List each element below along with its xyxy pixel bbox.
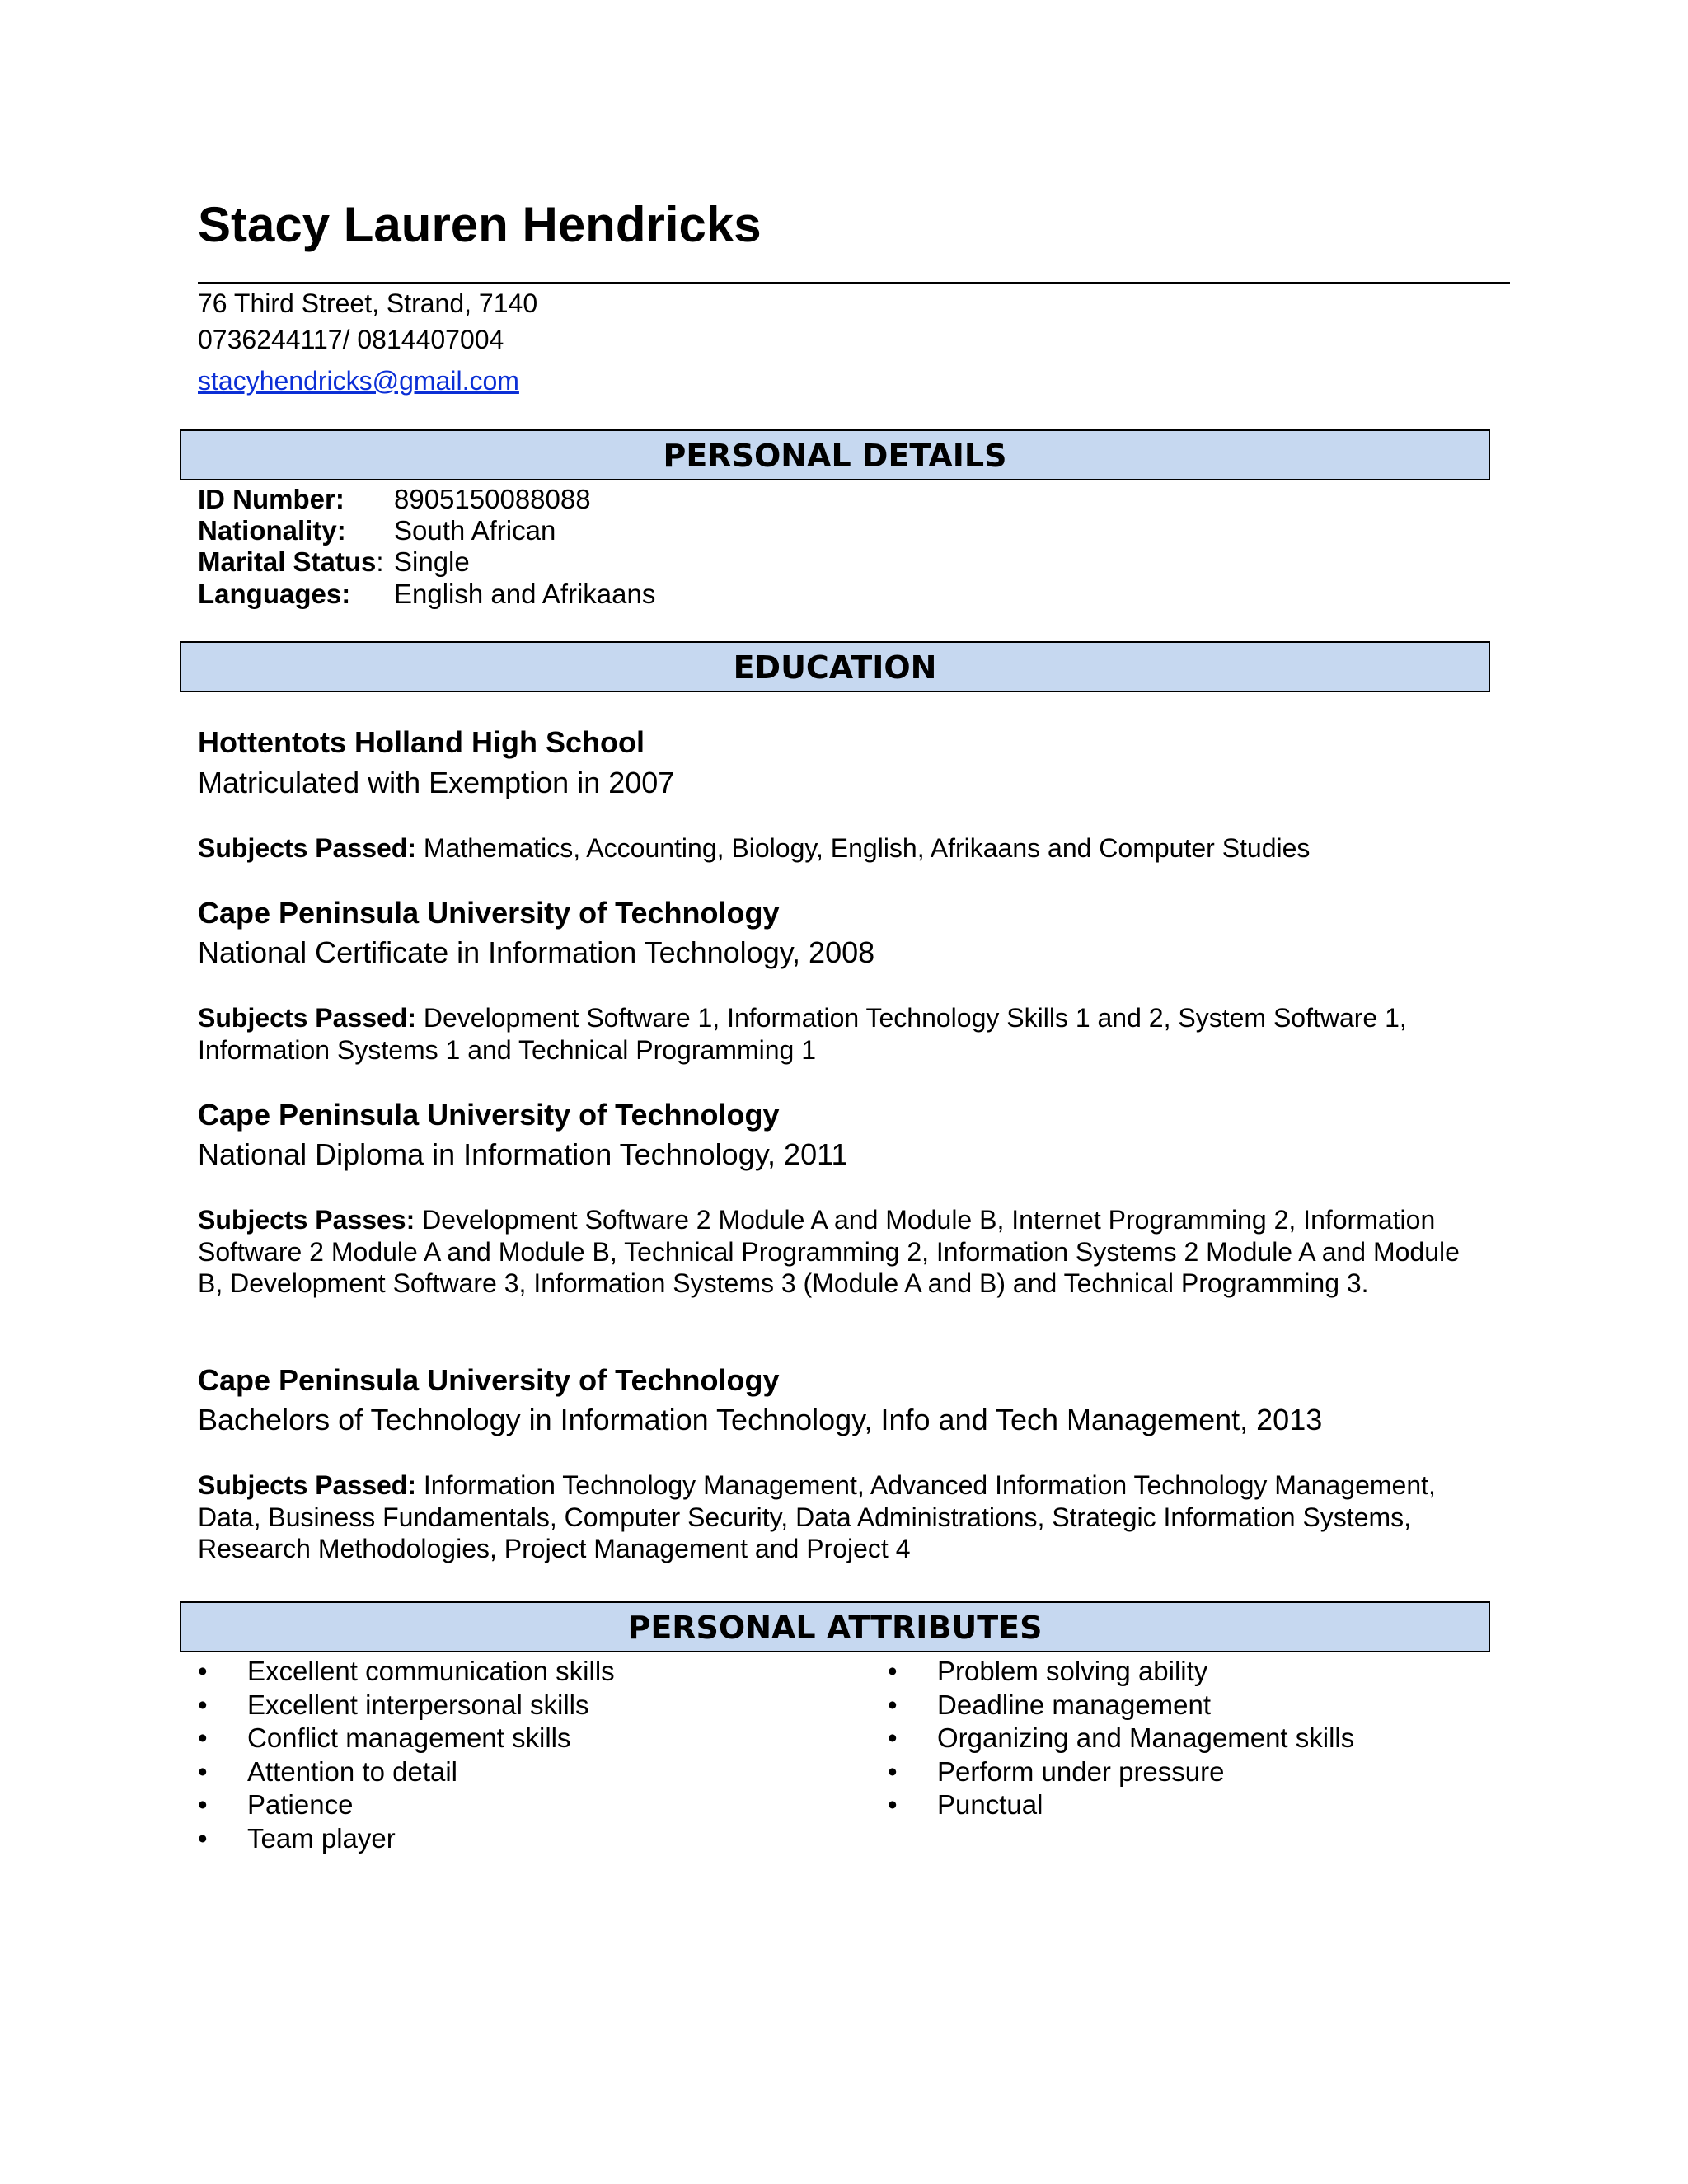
subjects-text: Development Software 2 Module A and Module B, Internet Programming 2, Information Software 2 Module A and Module B, Technical Programming 2, Information Systems 2 Module A and Module B, Development Software 3, Information Systems 3 (Module A and B) and Technical Programming 3.: [198, 1205, 1460, 1298]
list-item: • Patience: [198, 1788, 615, 1822]
education-institution: Cape Peninsula University of Technology: [198, 1098, 780, 1132]
bullet-icon: •: [198, 1656, 208, 1686]
education-subjects: [198, 1469, 1484, 1565]
subjects-label: Subjects Passed:: [198, 1470, 416, 1500]
candidate-name: Stacy Lauren Hendricks: [198, 197, 762, 252]
education-subjects: [198, 1002, 1484, 1066]
address: 76 Third Street, Strand, 7140: [198, 288, 538, 318]
bullet-icon: •: [888, 1755, 898, 1787]
education-institution: Cape Peninsula University of Technology: [198, 1363, 780, 1397]
bullet-icon: •: [888, 1722, 898, 1753]
list-item: • Attention to detail: [198, 1755, 615, 1789]
subjects-text: Information Technology Management, Advanced Information Technology Management, Data, Business Fundamentals, Computer Security, Data Administrations, Strategic Information Systems, Research Methodologies, Project Management and Project 4: [198, 1470, 1436, 1563]
detail-value: English and Afrikaans: [394, 579, 656, 609]
attributes-list-right: [888, 1655, 1354, 1822]
header-divider: [198, 282, 1510, 284]
detail-label-colon: :: [376, 546, 384, 577]
section-heading-personal-attributes: PERSONAL ATTRIBUTES: [180, 1601, 1490, 1652]
bullet-icon: •: [888, 1689, 898, 1720]
detail-value: Single: [394, 546, 470, 577]
email-link[interactable]: stacyhendricks@gmail.com: [198, 366, 519, 396]
list-item: • Organizing and Management skills: [888, 1722, 1354, 1755]
education-qualification: Bachelors of Technology in Information Technology, Info and Tech Management, 2013: [198, 1403, 1323, 1436]
subjects-label: Subjects Passed:: [198, 1003, 416, 1033]
education-qualification: Matriculated with Exemption in 2007: [198, 766, 675, 799]
detail-value: 8905150088088: [394, 484, 591, 514]
education-institution: Cape Peninsula University of Technology: [198, 896, 780, 930]
detail-label: Marital Status: [198, 546, 377, 577]
education-qualification: National Diploma in Information Technology, 2011: [198, 1137, 848, 1171]
education-subjects: [198, 1204, 1484, 1300]
detail-label: Languages:: [198, 579, 351, 609]
subjects-text: Development Software 1, Information Technology Skills 1 and 2, System Software 1, Information Systems 1 and Technical Programming 1: [198, 1003, 1407, 1065]
detail-row-marital-status: [198, 546, 470, 578]
bullet-icon: •: [888, 1656, 898, 1686]
list-item: • Deadline management: [888, 1689, 1354, 1722]
list-item: • Problem solving ability: [888, 1655, 1354, 1689]
section-heading-education: EDUCATION: [180, 641, 1490, 692]
education-subjects: [198, 832, 1484, 865]
bullet-icon: •: [198, 1689, 208, 1720]
detail-label: ID Number:: [198, 484, 345, 514]
section-heading-personal-details: PERSONAL DETAILS: [180, 429, 1490, 480]
detail-row-nationality: [198, 515, 556, 546]
list-item: • Punctual: [888, 1788, 1354, 1822]
detail-row-languages: [198, 579, 656, 610]
list-item: • Excellent communication skills: [198, 1655, 615, 1689]
detail-label: Nationality:: [198, 515, 346, 546]
education-qualification: National Certificate in Information Technology, 2008: [198, 935, 875, 969]
bullet-icon: •: [198, 1789, 208, 1820]
bullet-icon: •: [198, 1822, 208, 1854]
bullet-icon: •: [198, 1722, 208, 1753]
detail-value: South African: [394, 515, 556, 546]
list-item: • Perform under pressure: [888, 1755, 1354, 1789]
detail-row-id-number: [198, 484, 591, 515]
list-item: • Excellent interpersonal skills: [198, 1689, 615, 1722]
attributes-list-left: [198, 1655, 615, 1855]
list-item: • Conflict management skills: [198, 1722, 615, 1755]
subjects-text: Mathematics, Accounting, Biology, English, Afrikaans and Computer Studies: [423, 833, 1311, 863]
education-institution: Hottentots Holland High School: [198, 725, 645, 759]
bullet-icon: •: [888, 1789, 898, 1820]
list-item: • Team player: [198, 1822, 615, 1856]
subjects-label: Subjects Passed:: [198, 833, 416, 863]
phone-numbers: 0736244117/ 0814407004: [198, 325, 504, 354]
bullet-icon: •: [198, 1755, 208, 1787]
subjects-label: Subjects Passes:: [198, 1205, 415, 1235]
